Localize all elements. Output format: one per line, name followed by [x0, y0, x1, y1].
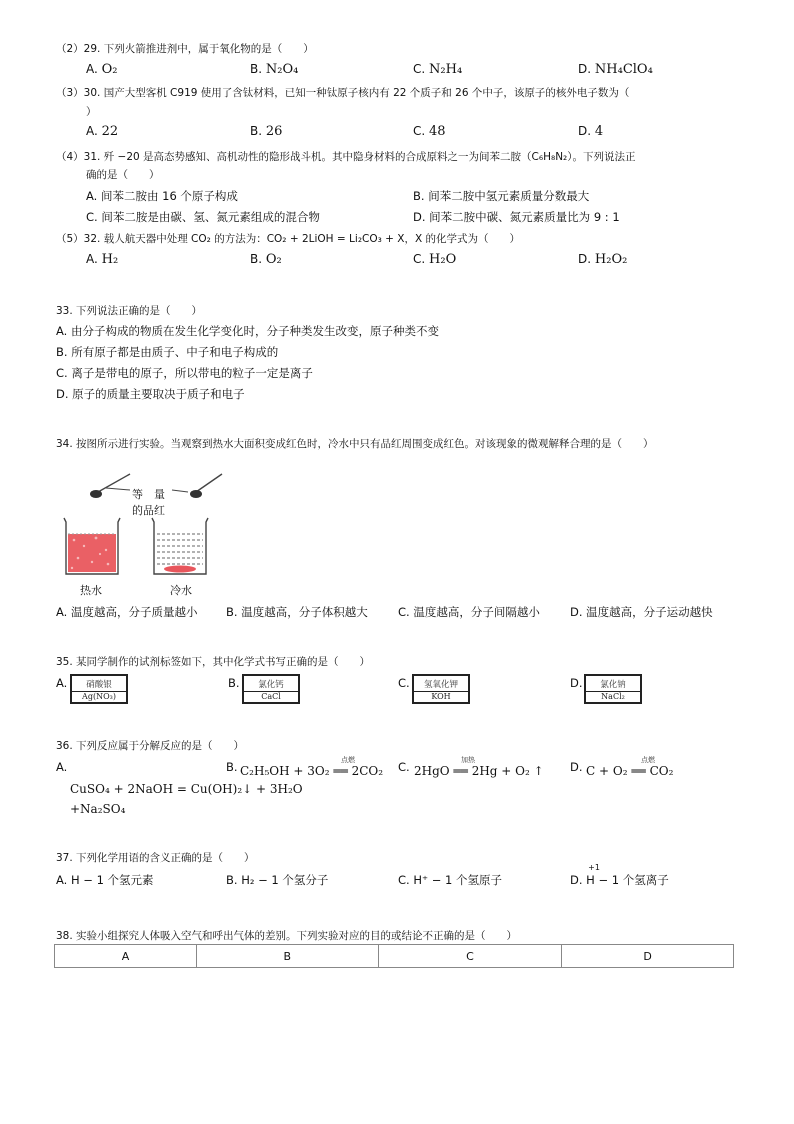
q34-experiment-figure [56, 470, 226, 600]
question-29-stem: （2）29. 下列火箭推进剂中，属于氧化物的是（ ） [56, 43, 314, 55]
q30-option-a[interactable]: A. 22 [86, 124, 119, 139]
question-30-stem-end: ） [86, 106, 97, 118]
left-spoon-icon [90, 474, 130, 498]
q33-option-d[interactable]: D. 原子的质量主要取决于质子和电子 [56, 387, 245, 401]
q36-option-c-letter[interactable]: C. [398, 760, 410, 774]
q35-reagent-label-b[interactable] [242, 674, 300, 704]
q34-option-c[interactable]: C. 温度越高，分子间隔越小 [398, 605, 540, 619]
q34-option-a[interactable]: A. 温度越高，分子质量越小 [56, 605, 198, 619]
reagent-formula: NaCl₂ [586, 691, 640, 701]
figure-label-cold-water: 冷水 [170, 584, 192, 597]
q36-option-c-equation: 2HgO ══ 2Hg + O₂ ↑ [414, 764, 544, 778]
q34-option-b[interactable]: B. 温度越高，分子体积越大 [226, 605, 368, 619]
q36-c-condition: 加热 [461, 756, 475, 764]
q30-option-b[interactable]: B. 26 [250, 124, 283, 139]
question-33-stem: 33. 下列说法正确的是（ ） [56, 305, 203, 317]
q36-option-a-letter[interactable]: A. [56, 760, 68, 774]
q30-option-d[interactable]: D. 4 [578, 124, 604, 139]
q37-option-c[interactable]: C. H⁺ − 1 个氢原子 [398, 873, 502, 887]
charge-superscript: +1 [588, 863, 600, 872]
q36-option-d-letter[interactable]: D. [570, 760, 583, 774]
question-31-stem-end: 确的是（ ） [86, 169, 160, 181]
table-header-d[interactable]: D [562, 945, 734, 968]
hot-water-beaker [64, 518, 120, 574]
question-36-stem: 36. 下列反应属于分解反应的是（ ） [56, 740, 245, 752]
q32-option-b[interactable]: B. O₂ [250, 252, 282, 267]
question-37-stem: 37. 下列化学用语的含义正确的是（ ） [56, 852, 255, 864]
q32-option-d[interactable]: D. H₂O₂ [578, 252, 628, 267]
right-spoon-icon [172, 474, 222, 498]
reagent-name: 氯化钠 [600, 680, 626, 690]
q30-option-c[interactable]: C. 48 [413, 124, 446, 139]
table-header-b[interactable]: B [196, 945, 378, 968]
q35-reagent-label-d[interactable] [584, 674, 642, 704]
table-header-a[interactable]: A [55, 945, 197, 968]
question-38-stem: 38. 实验小组探究人体吸入空气和呼出气体的差别。下列实验对应的目的或结论不正确的是（ ） [56, 930, 518, 942]
question-32-stem: （5）32. 载人航天器中处理 CO₂ 的方法为：CO₂ + 2LiOH = Li₂CO₃ + X，X 的化学式为（ ） [56, 233, 521, 245]
q29-option-d[interactable]: D. NH₄ClO₄ [578, 62, 653, 77]
q38-options-table [54, 944, 734, 968]
q29-option-b[interactable]: B. N₂O₄ [250, 62, 299, 77]
q31-option-d[interactable]: D. 间苯二胺中碳、氮元素质量比为 9 : 1 [413, 210, 620, 224]
cold-water-beaker [152, 518, 208, 574]
reagent-name: 硝酸银 [86, 680, 112, 690]
question-30-stem: （3）30. 国产大型客机 C919 使用了含钛材料，已知一种钛原子核内有 22 个质子和 26 个中子，该原子的核外电子数为（ [56, 87, 630, 99]
reagent-name: 氯化钙 [258, 680, 284, 690]
reagent-name: 氢氧化钾 [423, 680, 458, 690]
q35-option-b-letter[interactable]: B. [228, 676, 240, 690]
q36-option-d-equation: C + O₂ ══ CO₂ [586, 764, 674, 778]
question-35-stem: 35. 某同学制作的试剂标签如下，其中化学式书写正确的是（ ） [56, 656, 371, 668]
q36-option-b-equation: C₂H₅OH + 3O₂ ══ 2CO₂ [240, 764, 384, 778]
q35-option-c-letter[interactable]: C. [398, 676, 410, 690]
q31-option-c[interactable]: C. 间苯二胺是由碳、氢、氮元素组成的混合物 [86, 210, 320, 224]
q36-option-a-equation: CuSO₄ + 2NaOH = Cu(OH)₂↓ + 3H₂O [70, 782, 303, 796]
q32-option-a[interactable]: A. H₂ [86, 252, 119, 267]
q35-option-d-letter[interactable]: D. [570, 676, 583, 690]
table-header-c[interactable]: C [378, 945, 562, 968]
q37-option-d[interactable]: D. +1 H − 1 个氢离子 [570, 863, 669, 887]
q33-option-c[interactable]: C. 离子是带电的原子，所以带电的粒子一定是离子 [56, 366, 313, 380]
q33-option-b[interactable]: B. 所有原子都是由质子、中子和电子构成的 [56, 345, 279, 359]
q35-reagent-label-c[interactable] [412, 674, 470, 704]
reagent-formula: KOH [414, 691, 468, 701]
q32-option-c[interactable]: C. H₂O [413, 252, 457, 267]
q35-option-a-letter[interactable]: A. [56, 676, 68, 690]
figure-label-pinhong: 的品红 [132, 504, 165, 517]
table-row [55, 945, 734, 968]
q33-option-a[interactable]: A. 由分子构成的物质在发生化学变化时，分子种类发生改变，原子种类不变 [56, 324, 439, 338]
q29-option-a[interactable]: A. O₂ [86, 62, 118, 77]
q37-option-a[interactable]: A. H − 1 个氢元素 [56, 873, 154, 887]
question-31-stem: （4）31. 歼 −20 是高态势感知、高机动性的隐形战斗机。其中隐身材料的合成原料之一为间苯二胺（C₆H₈N₂）。下列说法正 [56, 151, 636, 163]
q34-option-d[interactable]: D. 温度越高，分子运动越快 [570, 605, 713, 619]
reagent-formula: CaCl [244, 691, 298, 701]
figure-label-equal: 等 量 [132, 488, 165, 501]
q36-d-condition: 点燃 [641, 756, 655, 764]
q36-b-condition: 点燃 [341, 756, 355, 764]
reagent-formula: Ag(NO₃) [72, 691, 126, 701]
q37-option-b[interactable]: B. H₂ − 1 个氢分子 [226, 873, 329, 887]
q29-option-c[interactable]: C. N₂H₄ [413, 62, 463, 77]
question-34-stem: 34. 按图所示进行实验。当观察到热水大面积变成红色时，冷水中只有品红周围变成红色。对该现象的微观解释合理的是（ ） [56, 438, 654, 450]
q36-option-a-equation-cont: +Na₂SO₄ [70, 802, 126, 816]
q31-option-a[interactable]: A. 间苯二胺由 16 个原子构成 [86, 189, 238, 203]
q31-option-b[interactable]: B. 间苯二胺中氢元素质量分数最大 [413, 189, 590, 203]
q35-reagent-label-a[interactable] [70, 674, 128, 704]
figure-label-hot-water: 热水 [80, 584, 102, 597]
q36-option-b-letter[interactable]: B. [226, 760, 238, 774]
